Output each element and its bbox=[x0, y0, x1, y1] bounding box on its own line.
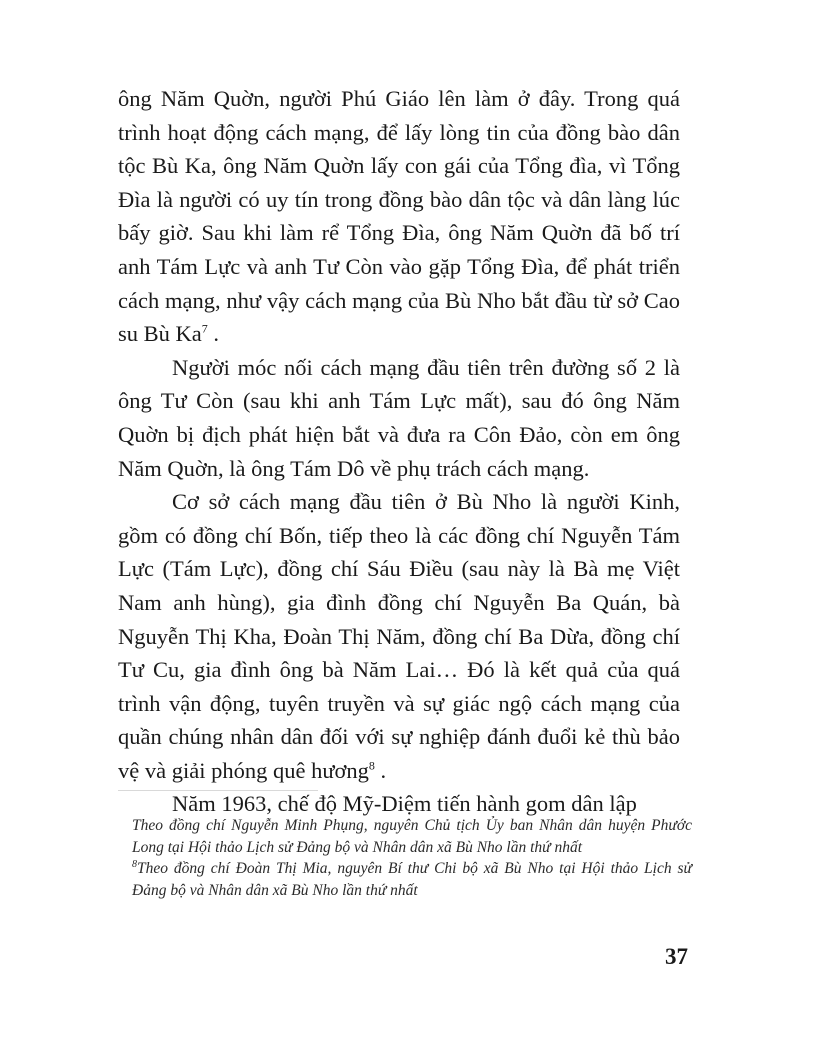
footnote-8-marker: 8 bbox=[132, 858, 137, 870]
paragraph-1 bbox=[118, 82, 680, 351]
footnote-7 bbox=[132, 815, 692, 858]
page-number: 37 bbox=[665, 944, 688, 969]
paragraph-4-text: Năm 1963, chế độ Mỹ-Diệm tiến hành gom dân lập bbox=[172, 791, 637, 817]
footnotes bbox=[132, 815, 692, 901]
paragraph-1-text: ông Năm Quờn, người Phú Giáo lên làm ở đây. Trong quá trình hoạt động cách mạng, để lấy lòng tin của đồng bào dân tộc Bù Ka, ông Năm Quờn lấy con gái của Tổng đìa, vì Tổng Đìa là người có uy tín trong đồng bào dân tộc và dân làng lúc bấy giờ. Sau khi làm rể Tổng Đìa, ông Năm Quờn đã bố trí anh Tám Lực và anh Tư Còn vào gặp Tổng Đìa, để phát triển cách mạng, như vậy cách mạng của Bù Nho bắt đầu từ sở Cao su Bù Ka bbox=[118, 86, 680, 347]
footnote-8-text: Theo đồng chí Đoàn Thị Mia, nguyên Bí thư Chi bộ xã Bù Nho tại Hội thảo Lịch sử Đảng bộ và Nhân dân xã Bù Nho lần thứ nhất bbox=[132, 860, 692, 899]
paragraph-3-text: Cơ sở cách mạng đầu tiên ở Bù Nho là người Kinh, gồm có đồng chí Bốn, tiếp theo là các đồng chí Nguyễn Tám Lực (Tám Lực), đồng chí Sáu Điều (sau này là Bà mẹ Việt Nam anh hùng), gia đình đồng chí Nguyễn Ba Quán, bà Nguyễn Thị Kha, Đoàn Thị Năm, đồng chí Ba Dừa, đồng chí Tư Cu, gia đình ông bà Năm Lai… Đó là kết quả của quá trình vận động, tuyên truyền và sự giác ngộ cách mạng của quần chúng nhân dân đối với sự nghiệp đánh đuổi kẻ thù bảo vệ và giải phóng quê hương bbox=[118, 489, 680, 783]
footnote-divider bbox=[118, 790, 318, 791]
body-text bbox=[118, 82, 680, 821]
footnote-ref-7: 7 bbox=[201, 321, 208, 336]
footnote-8 bbox=[132, 858, 692, 901]
paragraph-1-tail: . bbox=[207, 321, 219, 347]
paragraph-2 bbox=[118, 351, 680, 485]
footnote-ref-8: 8 bbox=[368, 758, 375, 773]
paragraph-3-tail: . bbox=[374, 757, 387, 783]
paragraph-3 bbox=[118, 485, 680, 787]
footnote-7-text: Theo đồng chí Nguyễn Minh Phụng, nguyên Chủ tịch Ủy ban Nhân dân huyện Phước Long tại Hội thảo Lịch sử Đảng bộ và Nhân dân xã Bù Nho lần thứ nhất bbox=[132, 817, 692, 856]
paragraph-2-text: Người móc nối cách mạng đầu tiên trên đường số 2 là ông Tư Còn (sau khi anh Tám Lực mất), sau đó ông Năm Quờn bị địch phát hiện bắt và đưa ra Côn Đảo, còn em ông Năm Quờn, là ông Tám Dô về phụ trách cách mạng. bbox=[118, 354, 680, 481]
